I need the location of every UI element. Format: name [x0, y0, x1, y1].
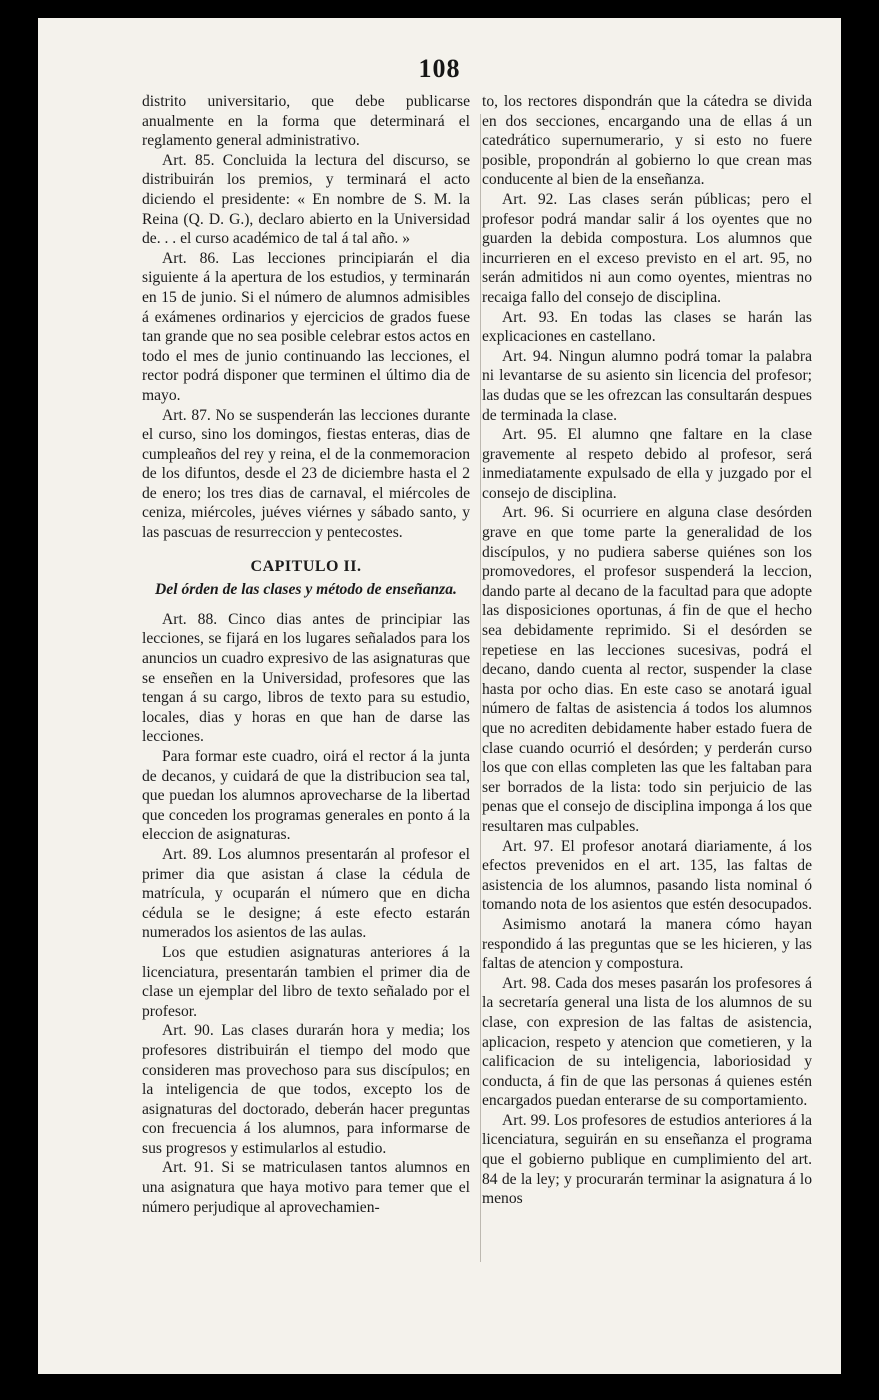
paragraph-art-96: Art. 96. Si ocurriere en alguna clase desórden grave en que tome parte la generalidad de los discípulos, y no pudiera saberse quiénes son los promovedores, el profesor suspenderá la leccion, dando parte al decano de la facultad para que adopte las disposiciones oportunas, á fin de que el hecho sea debidamente reprimido. Si el desórden se repetiese en las lecciones sucesivas, podrá el decano, dando cuenta al rector, suspender la clase hasta por ocho dias. En este caso se anotará igual número de faltas de asistencia á todos los alumnos que no acrediten debidamente haber estado fuera de clase cuando ocurrió el desórden; y perderán curso los que con ellas completen las que les faltaban para ser borrados de la lista: todo sin perjuicio de las penas que el consejo de disciplina imponga á los que resultaren mas culpables. — [482, 504, 812, 835]
paragraph-art-95: Art. 95. El alumno qne faltare en la clase gravemente al respeto debido al profesor, será inmediatamente expulsado de ella y juzgado por el consejo de disciplina. — [482, 426, 812, 502]
paragraph-art-89: Art. 89. Los alumnos presentarán al profesor el primer dia que asistan á clase la cédula de matrícula, y ocuparán el número que en dicha cédula se le designe; á este efecto estarán numerados los asientos de las aulas. — [142, 845, 470, 942]
paragraph-art-90: Art. 90. Las clases durarán hora y media; los profesores distribuirán el tiempo del modo que consideren mas provechoso para sus discípulos; en la inteligencia de que todos, excepto los de asignaturas del doctorado, deberán hacer preguntas con frecuencia á los alumnos, para informarse de sus progresos y estimularlos al estudio. — [142, 1022, 470, 1157]
paragraph-art-97: Art. 97. El profesor anotará diariamente, á los efectos prevenidos en el art. 135, las faltas de asistencia de los alumnos, pasando lista nominal ó tomando nota de los asientos que estén desocupados. — [482, 837, 812, 914]
chapter-subtitle: Del órden de las clases y método de enseñanza. — [155, 581, 457, 599]
paragraph-art-86: Art. 86. Las lecciones principiarán el dia siguiente á la apertura de los estudios, y terminarán en 15 de junio. Si el número de alumnos admisibles á exámenes ordinarios y ejercicios de grados fuese tan grande que no sea posible celebrar estos actos en todo el mes de junio continuando las lecciones, el rector podrá disponer que terminen el último dia de mayo. — [142, 249, 470, 404]
paragraph-art-94: Art. 94. Ningun alumno podrá tomar la palabra ni levantarse de su asiento sin licencia del profesor; las dudas que se les ofrezcan las consultarán despues de terminada la clase. — [482, 347, 812, 424]
paragraph-art-99: Art. 99. Los profesores de estudios anteriores á la licenciatura, seguirán en su enseñanza el programa que el gobierno publique en cumplimiento del art. 84 de la ley; y procurarán terminar la asignatura á lo menos — [482, 1111, 812, 1208]
column-divider — [480, 114, 481, 1262]
paragraph: Asimismo anotará la manera cómo hayan respondido á las preguntas que se les hicieren, y las faltas de atencion y compostura. — [482, 915, 812, 973]
paragraph-art-85: Art. 85. Concluida la lectura del discurso, se distribuirán los premios, y terminará el acto diciendo el presidente: « En nombre de S. M. la Reina (Q. D. G.), declaro abierto en la Universidad de. . . el curso académico de tal á tal año. » — [142, 151, 470, 248]
paragraph: Los que estudien asignaturas anteriores á la licenciatura, presentarán tambien el primer dia de clase un ejemplar del libro de texto señalado por el profesor. — [142, 943, 470, 1020]
paragraph: Para formar este cuadro, oirá el rector á la junta de decanos, y cuidará de que la distribucion sea tal, que puedan los alumnos aprovecharse de la libertad que conceden los programas generales en ponto á la eleccion de asignaturas. — [142, 748, 470, 844]
page-number: 108 — [418, 54, 461, 83]
paragraph-art-87: Art. 87. No se suspenderán las lecciones durante el curso, sino los domingos, fiestas enteras, dias de cumpleaños del rey y reina, el de la conmemoracion de los difuntos, desde el 23 de diciembre hasta el 2 de enero; los tres dias de carnaval, el miércoles de ceniza, miércoles, juéves viérnes y sábado santo, y las pascuas de resurreccion y pentecostes. — [142, 406, 470, 542]
paragraph-art-88: Art. 88. Cinco dias antes de principiar las lecciones, se fijará en los lugares señalados para los anuncios un cuadro expresivo de las asignaturas que se enseñen en la Universidad, profesores que las tengan á su cargo, libros de texto para su estudio, locales, dias y horas en que han de darse las lecciones. — [142, 610, 470, 746]
chapter-title: CAPITULO II. — [250, 557, 362, 575]
paragraph-art-91: Art. 91. Si se matriculasen tantos alumnos en una asignatura que haya motivo para temer que el número perjudique al aprovechamien- — [142, 1159, 470, 1216]
left-column — [142, 92, 470, 1217]
right-column — [482, 92, 812, 1209]
paragraph: distrito universitario, que debe publicarse anualmente en la forma que determinará el reglamento general administrativo. — [142, 93, 470, 150]
paragraph-art-92: Art. 92. Las clases serán públicas; pero el profesor podrá mandar salir á los oyentes que no guarden la debida compostura. Los alumnos que incurrieren en el exceso previsto en el art. 95, no serán admitidos ni aun como oyentes, mientras no recaiga fallo del consejo de disciplina. — [482, 190, 812, 306]
paragraph-art-98: Art. 98. Cada dos meses pasarán los profesores á la secretaría general una lista de los alumnos de su clase, con expresion de las faltas de asistencia, aplicacion, respeto y atencion que cometieren, y la calificacion de su inteligencia, laboriosidad y conducta, á fin de que las personas á quienes estén encargados puedan enterarse de su comportamiento. — [482, 974, 812, 1110]
document-page — [38, 18, 841, 1374]
paragraph-art-93: Art. 93. En todas las clases se harán las explicaciones en castellano. — [482, 308, 812, 346]
paragraph: to, los rectores dispondrán que la cátedra se divida en dos secciones, encargando una de ellas á un catedrático supernumerario, y si esto no fuere posible, propondrán al gobierno lo que crean mas conducente al bien de la enseñanza. — [482, 93, 812, 189]
